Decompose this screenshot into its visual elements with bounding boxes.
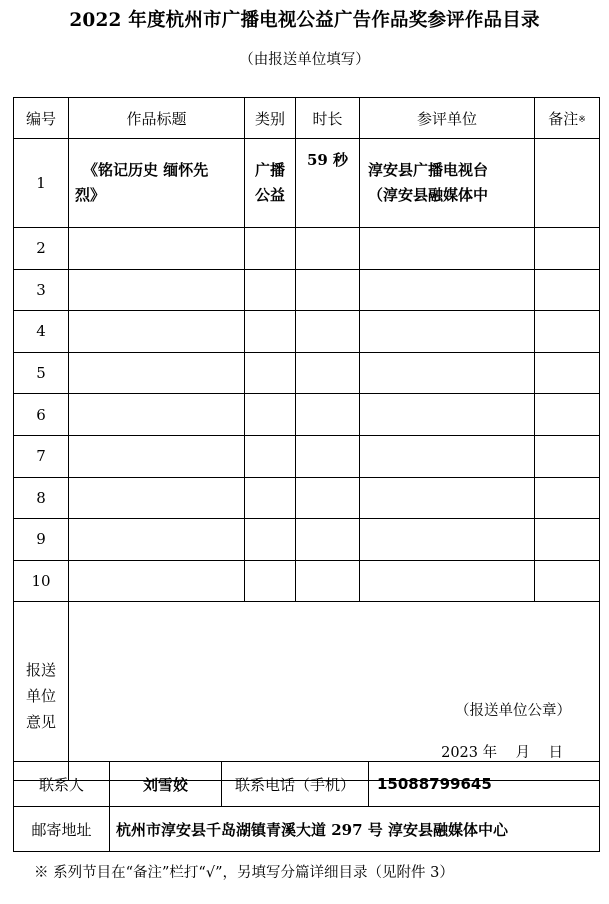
- address-row: [14, 807, 600, 852]
- row-no: 2: [14, 228, 69, 270]
- row-no: 5: [14, 352, 69, 394]
- row-no: 9: [14, 519, 69, 561]
- opinion-label-line3: 意见: [25, 713, 56, 732]
- table-header-row: [14, 98, 600, 139]
- contact-phone-value: 15088799645: [369, 762, 600, 807]
- entry-unit-line2: （淳安县融媒体中: [368, 186, 489, 204]
- entry-category-line1: 广播: [254, 161, 285, 180]
- document-title: 2022 年度杭州市广播电视公益广告作品奖参评作品目录: [69, 10, 540, 31]
- table-row: [14, 477, 600, 519]
- row-no: 4: [14, 311, 69, 353]
- contact-row: [14, 762, 600, 807]
- header-unit: 参评单位: [360, 98, 535, 139]
- entry-work-title-line2: 烈》: [75, 186, 106, 204]
- opinion-row: [14, 602, 600, 781]
- header-no: 编号: [14, 98, 69, 139]
- contact-person-value: 刘雪姣: [110, 762, 222, 807]
- contact-person-label: 联系人: [14, 762, 110, 807]
- table-row: [14, 311, 600, 353]
- unit-stamp-label: （报送单位公章）: [455, 703, 571, 720]
- entry-no: 1: [14, 139, 69, 228]
- entry-category: [245, 139, 296, 228]
- table-row: [14, 139, 600, 228]
- entry-remark: [535, 139, 600, 228]
- row-no: 7: [14, 435, 69, 477]
- opinion-date: 2023 年 月 日: [441, 745, 563, 762]
- row-no: 6: [14, 394, 69, 436]
- footnote: ※ 系列节目在“备注”栏打“√”，另填写分篇详细目录（见附件 3）: [34, 865, 454, 881]
- table-row: [14, 352, 600, 394]
- header-remark-label: 备注: [548, 109, 579, 128]
- opinion-label-line1: 报送: [25, 660, 56, 679]
- table-row: [14, 519, 600, 561]
- opinion-label-line2: 单位: [25, 687, 56, 706]
- row-no: 10: [14, 560, 69, 602]
- table-row: [14, 394, 600, 436]
- address-label: 邮寄地址: [14, 807, 110, 852]
- header-category: 类别: [245, 98, 296, 139]
- entry-unit: [360, 139, 535, 228]
- opinion-label: [14, 602, 69, 781]
- row-no: 8: [14, 477, 69, 519]
- address-value: 杭州市淳安县千岛湖镇青溪大道 297 号 淳安县融媒体中心: [110, 807, 600, 852]
- header-remark: [535, 98, 600, 139]
- remark-mark: ※: [578, 114, 586, 125]
- entry-table: [13, 97, 600, 781]
- contact-phone-label: 联系电话（手机）: [222, 762, 369, 807]
- row-no: 3: [14, 269, 69, 311]
- opinion-area: [69, 602, 600, 781]
- entry-category-line2: 公益: [254, 186, 285, 204]
- entry-work-title: [69, 139, 245, 228]
- table-row: [14, 560, 600, 602]
- contact-table: [13, 761, 600, 852]
- table-row: [14, 435, 600, 477]
- entry-work-title-line1: 《铭记历史 缅怀先: [83, 161, 209, 180]
- table-row: [14, 269, 600, 311]
- table-row: [14, 228, 600, 270]
- entry-duration: 59 秒: [296, 139, 360, 228]
- document-subtitle: （由报送单位填写）: [239, 52, 370, 68]
- entry-unit-line1: 淳安县广播电视台: [368, 161, 489, 180]
- header-duration: 时长: [296, 98, 360, 139]
- header-work-title: 作品标题: [69, 98, 245, 139]
